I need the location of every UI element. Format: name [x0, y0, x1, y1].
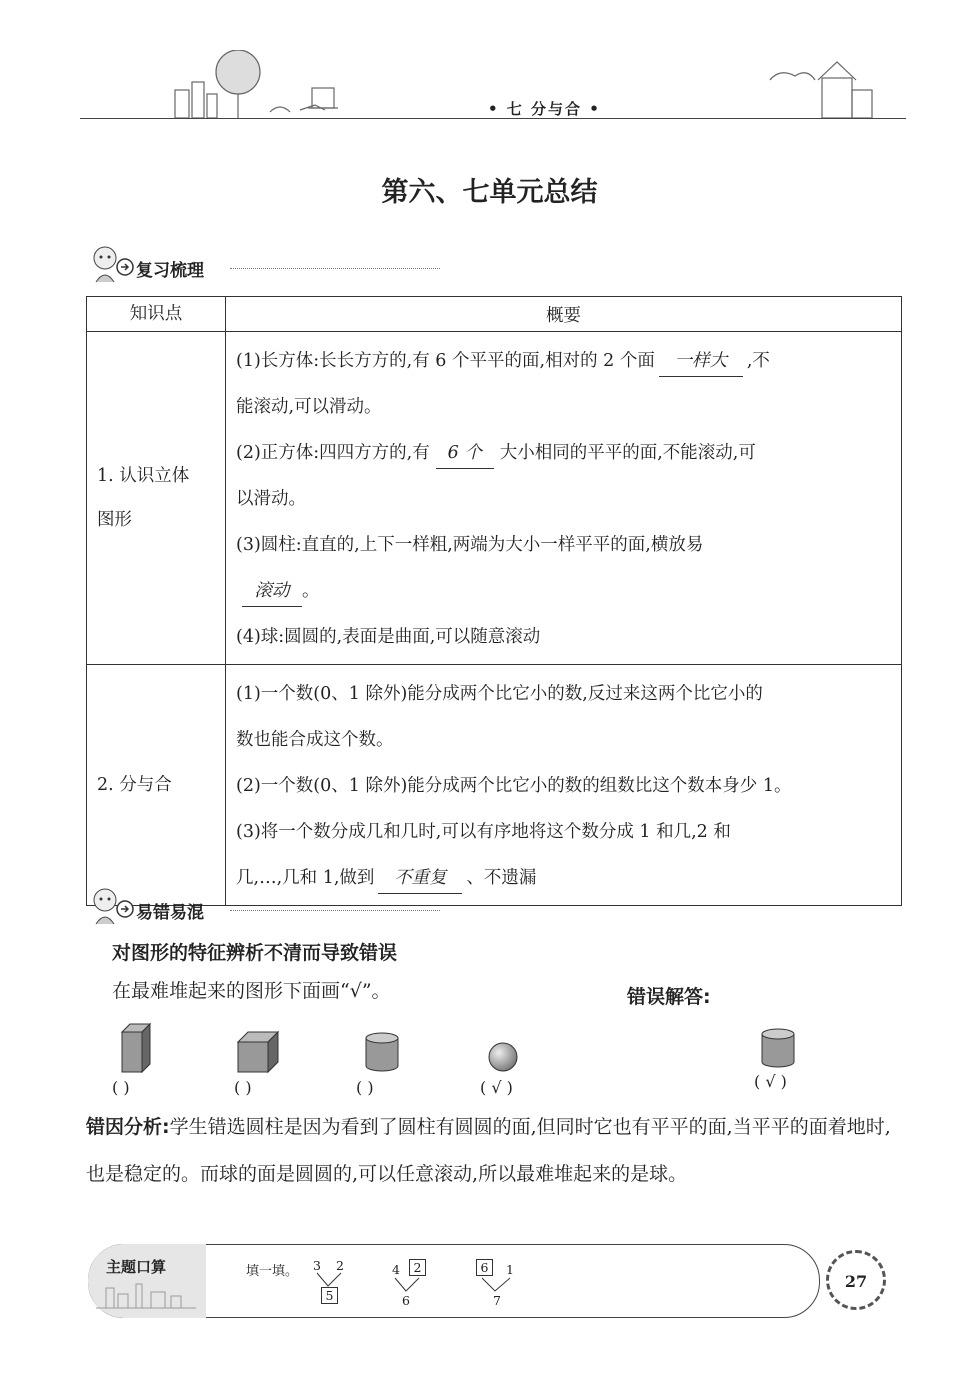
total-number: 7 [493, 1293, 501, 1308]
chapter-heading: • 七 分与合 • [488, 100, 601, 118]
answer-parentheses[interactable]: ( ) [234, 1078, 252, 1097]
analysis-label: 错因分析: [86, 1116, 170, 1138]
mistake-subheading: 对图形的特征辨析不清而导致错误 [112, 942, 398, 964]
summary-line: 数也能合成这个数。 [236, 730, 394, 750]
analysis-text: 学生错选圆柱是因为看到了圆柱有圆圆的面,但同时它也有平平的面,当平平的面着地时,也是稳定的。而球的面是圆圆的,可以任意滚动,所以最难堆起来的是球。 [86, 1116, 891, 1185]
answer-blank: 滚动 [242, 576, 302, 607]
question-text: 在最难堆起来的图形下面画“√”。 [112, 980, 391, 1002]
topic-text: 1. 认识立体 [97, 466, 190, 486]
table-row [87, 665, 902, 906]
table-header-topic: 知识点 [87, 297, 226, 332]
cylinder-icon [362, 1030, 402, 1074]
table-header-summary: 概要 [226, 297, 902, 332]
summary-line: 滚动 。 [236, 568, 891, 614]
summary-line: (3)将一个数分成几和几时,可以有序地将这个数分成 1 和几,2 和 [236, 822, 731, 842]
split-lines [393, 1277, 423, 1293]
fill-in-label: 填一填。 [246, 1264, 299, 1279]
summary-line: 能滚动,可以滑动。 [236, 397, 382, 417]
split-number: 3 [313, 1258, 321, 1273]
topic-text: 图形 [97, 510, 132, 530]
answer-blank: 一样大 [659, 346, 743, 377]
city-skyline-icon [96, 1280, 196, 1310]
split-number: 2 [336, 1258, 344, 1273]
sphere-icon [486, 1040, 520, 1074]
arrow-circle-icon [116, 900, 134, 918]
page-number: 27 [826, 1250, 886, 1310]
table-header-row [87, 297, 902, 332]
answer-box[interactable]: 2 [409, 1259, 426, 1276]
split-number: 4 [392, 1262, 400, 1277]
summary-line: (1)一个数(0、1 除外)能分成两个比它小的数,反过来这两个比它小的 [236, 684, 763, 704]
summary-line: (2)正方体:四四方方的,有 6 个 大小相同的平平的面,不能滚动,可 [236, 430, 891, 476]
error-analysis [86, 1104, 904, 1198]
page-title: 第六、七单元总结 [381, 177, 598, 208]
summary-cell [226, 665, 902, 906]
mistakes-section-label: 易错易混 [136, 903, 204, 923]
summary-line: 几,…,几和 1,做到 不重复 、不遗漏 [236, 855, 891, 901]
cuboid-icon [118, 1022, 154, 1074]
section-dotted-rule [230, 910, 440, 911]
cube-icon [234, 1030, 280, 1074]
answer-blank: 不重复 [378, 863, 462, 894]
section-dotted-rule [230, 268, 440, 269]
summary-line: (1)长方体:长长方方的,有 6 个平平的面,相对的 2 个面 一样大 ,不 [236, 338, 891, 384]
answer-parentheses[interactable]: ( √ ) [480, 1078, 513, 1097]
total-number: 6 [402, 1293, 410, 1308]
split-lines [315, 1272, 345, 1288]
answer-box[interactable]: 6 [476, 1259, 493, 1276]
summary-cell [226, 332, 902, 665]
answer-box[interactable]: 5 [321, 1287, 338, 1304]
review-table [86, 296, 902, 906]
split-lines [480, 1277, 514, 1293]
answer-parentheses[interactable]: ( ) [356, 1078, 374, 1097]
review-section-label: 复习梳理 [136, 261, 204, 281]
footer-label: 主题口算 [106, 1258, 167, 1276]
topic-text: 2. 分与合 [97, 775, 172, 795]
topic-cell [87, 332, 226, 665]
summary-line: (3)圆柱:直直的,上下一样粗,两端为大小一样平平的面,横放易 [236, 535, 704, 555]
table-row [87, 332, 902, 665]
summary-line: (2)一个数(0、1 除外)能分成两个比它小的数的组数比这个数本身少 1。 [236, 776, 792, 796]
answer-blank: 6 个 [436, 438, 494, 469]
wrong-answer-mark: ( √ ) [754, 1072, 787, 1091]
split-number: 1 [506, 1262, 514, 1277]
summary-line: 以滑动。 [236, 489, 306, 509]
topic-cell [87, 665, 226, 906]
cylinder-icon [758, 1026, 798, 1070]
wrong-answer-label: 错误解答: [627, 986, 711, 1008]
answer-parentheses[interactable]: ( ) [112, 1078, 130, 1097]
arrow-circle-icon [116, 258, 134, 276]
summary-line: (4)球:圆圆的,表面是曲面,可以随意滚动 [236, 627, 541, 647]
